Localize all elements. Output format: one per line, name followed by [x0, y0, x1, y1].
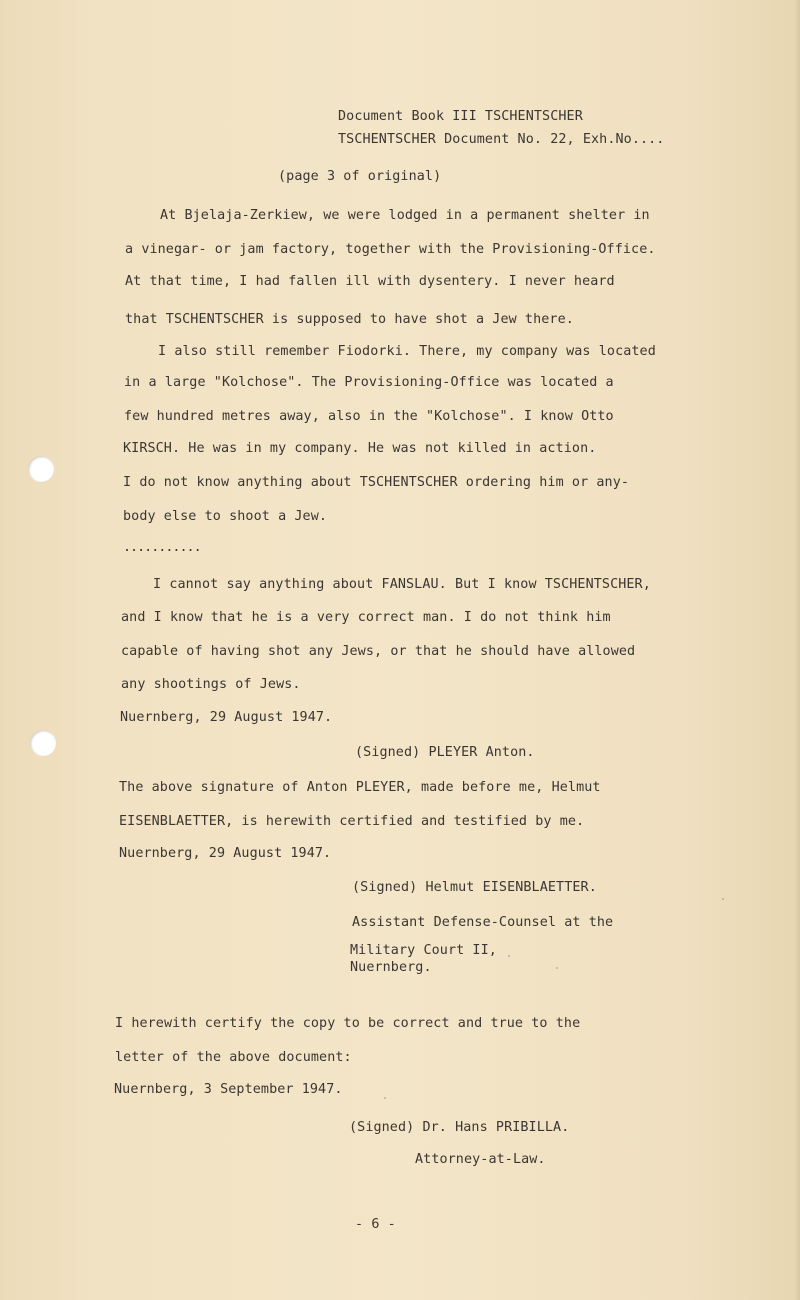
body-line: capable of having shot any Jews, or that he should have allowed: [121, 644, 636, 659]
signature-pleyer: (Signed) PLEYER Anton.: [355, 745, 535, 760]
body-line: a vinegar- or jam factory, together with the Provisioning-Office.: [125, 242, 656, 257]
copy-certification-place-date: Nuernberg, 3 September 1947.: [114, 1082, 343, 1097]
body-line: At that time, I had fallen ill with dysentery. I never heard: [125, 274, 615, 289]
body-line: any shootings of Jews.: [121, 677, 301, 692]
ellipsis-separator: ...........: [123, 540, 201, 555]
certification-place-date: Nuernberg, 29 August 1947.: [119, 846, 332, 861]
header-line-2: TSCHENTSCHER Document No. 22, Exh.No....: [338, 132, 665, 147]
body-line: and I know that he is a very correct man. I do not think him: [121, 610, 611, 625]
signature-eisenblaetter: (Signed) Helmut EISENBLAETTER.: [352, 880, 597, 895]
certification-line: The above signature of Anton PLEYER, made before me, Helmut: [119, 780, 601, 795]
signer-title-pribilla: Attorney-at-Law.: [415, 1152, 546, 1167]
body-line: in a large "Kolchose". The Provisioning-Office was located a: [124, 375, 614, 390]
body-line: that TSCHENTSCHER is supposed to have shot a Jew there.: [125, 312, 574, 327]
body-line: I cannot say anything about FANSLAU. But I know TSCHENTSCHER,: [153, 577, 651, 592]
punch-hole-bottom: [30, 730, 56, 756]
signature-pribilla: (Signed) Dr. Hans PRIBILLA.: [349, 1120, 570, 1135]
body-line: few hundred metres away, also in the "Kolchose". I know Otto: [124, 409, 614, 424]
body-line: KIRSCH. He was in my company. He was not killed in action.: [123, 441, 597, 456]
page-reference: (page 3 of original): [278, 169, 442, 184]
body-line: I do not know anything about TSCHENTSCHER ordering him or any-: [123, 475, 630, 490]
page-edge-shadow: [794, 0, 800, 1300]
body-line: I also still remember Fiodorki. There, my company was located: [158, 344, 656, 359]
certification-line: EISENBLAETTER, is herewith certified and testified by me.: [119, 814, 585, 829]
paper-speck: [556, 967, 558, 969]
copy-certification-line: letter of the above document:: [115, 1050, 352, 1065]
paper-speck: [508, 955, 510, 957]
paper-speck: [384, 1097, 386, 1099]
body-line: body else to shoot a Jew.: [123, 509, 328, 524]
page-number: - 6 -: [355, 1217, 396, 1232]
copy-certification-line: I herewith certify the copy to be correct and true to the: [115, 1016, 581, 1031]
signer-title-line: Assistant Defense-Counsel at the: [352, 915, 614, 930]
signer-title-line: Military Court II,: [350, 943, 497, 958]
body-line: At Bjelaja-Zerkiew, we were lodged in a permanent shelter in: [160, 208, 650, 223]
paper-speck: [722, 898, 724, 900]
signer-title-line: Nuernberg.: [350, 960, 432, 975]
place-date: Nuernberg, 29 August 1947.: [120, 710, 333, 725]
punch-hole-top: [28, 456, 54, 482]
header-line-1: Document Book III TSCHENTSCHER: [338, 109, 583, 124]
